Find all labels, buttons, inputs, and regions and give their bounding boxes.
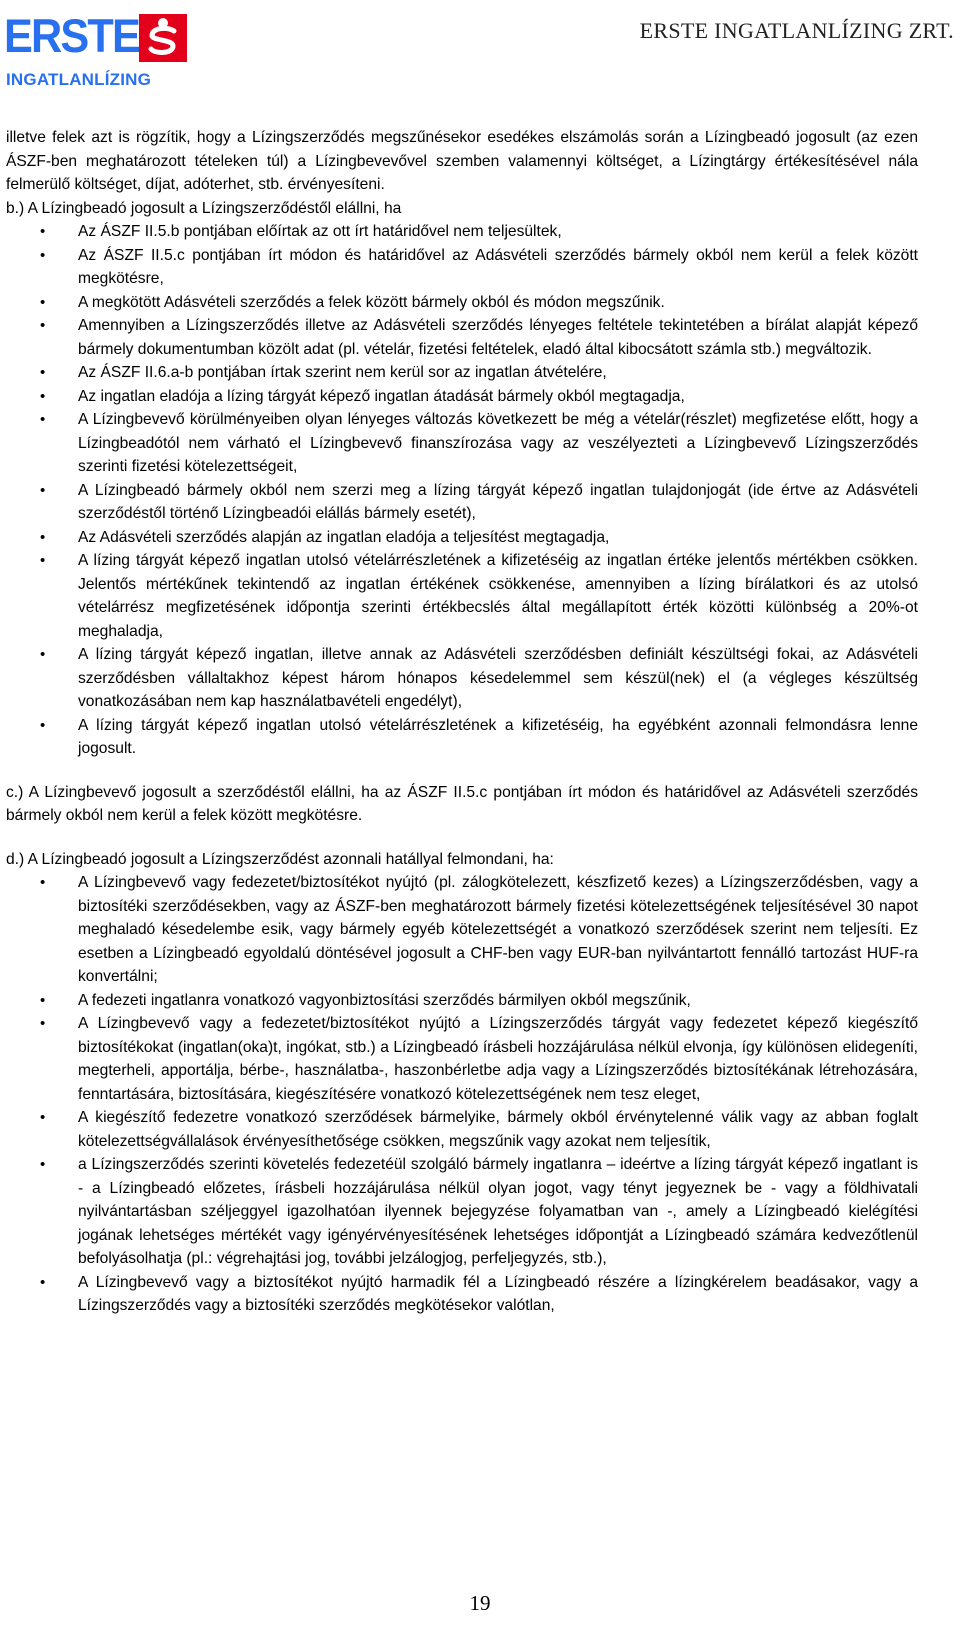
list-item: • Amennyiben a Lízingszerződés illetve az Adásvételi szerződés lényeges feltétele tekintetében a bírálat alapját képező bármely dokumentumban közölt adat (pl. vételár, fizetési feltételek, eladó által kibocsátott számla stb.) megváltozik. (6, 314, 918, 361)
list-item: • Az ÁSZF II.5.b pontjában előírtak az ott írt határidővel nem teljesültek, (6, 220, 918, 244)
section-d-heading: d.) A Lízingbeadó jogosult a Lízingszerződést azonnali hatállyal felmondani, ha: (6, 850, 554, 868)
page-header (0, 0, 960, 100)
list-item: • A lízing tárgyát képező ingatlan, illetve annak az Adásvételi szerződésben definiált készültségi fokai, az Adásvételi szerződésben vállaltakhoz képest három hónapos késedelemmel sem készül(nek) el (a végleges készültség vonatkozásában nem kap használatbavételi engedélyt), (6, 643, 918, 714)
list-item: • A Lízingbevevő vagy a biztosítékot nyújtó harmadik fél a Lízingbeadó részére a lízingkérelem beadásakor, vagy a Lízingszerződés vagy a biztosítéki szerződés megkötésekor valótlan, (6, 1271, 918, 1318)
list-item: • A Lízingbevevő vagy fedezetet/biztosítékot nyújtó (pl. zálogkötelezett, készfizető kezes) a Lízingszerződésben, vagy a biztosítéki szerződésekben, vagy az ÁSZF-ben meghatározott bármely fizetési kötelezettségének teljesítésével 30 napot meghaladó késedelembe esik, vagy bármely egyéb kötelezettségét a vonatkozó szerződések szerint nem teljesíti. Ez esetben a Lízingbeadó egyoldalú döntésével jogosult a CHF-ben vagy EUR-ban nyilvántartott fennálló tartozást HUF-ra konvertálni; (6, 871, 918, 989)
list-item: • Az ingatlan eladója a lízing tárgyát képező ingatlan átadását bármely okból megtagadja, (6, 385, 918, 409)
logo-subtitle: INGATLANLÍZING (6, 70, 152, 89)
bullet-icon: • (40, 1015, 46, 1032)
bullet-icon: • (40, 552, 46, 569)
bullet-icon: • (40, 364, 46, 381)
list-item: • a Lízingszerződés szerinti követelés fedezetéül szolgáló bármely ingatlanra – ideértve a lízing tárgyát képező ingatlant is - a Lízingbeadó előzetes, írásbeli hozzájárulása nélkül olyan jogot, vagy tényt jegyeznek be - vagy a földhivatali nyilvántartásban széljeggyel igazolhatóan ilyennek bejegyzése folyamatban van -, amely a Lízingbeadó kielégítési jogának lehetséges mértékét vagy igényérvényesítésének lehetséges időpontját a Lízingbeadó számára kedvezőtlenül befolyásolhatja (pl.: végrehajtási jog, további jelzálogjog, perfeljegyzés, stb.), (6, 1153, 918, 1271)
bullet-icon: • (40, 646, 46, 663)
bullet-icon: • (40, 246, 46, 264)
list-item: • A Lízingbevevő vagy a fedezetet/biztosítékot nyújtó a Lízingszerződés tárgyát vagy fedezetet képező kiegészítő biztosítékokat (ingatlan(oka)t, ingókat, stb.) a Lízingbeadó írásbeli hozzájárulása nélkül elvonja, így különösen elidegeníti, megterheli, apportálja, bérbe-, használatba-, haszonbérletbe adja vagy a Lízingszerződés biztosítékának létrehozására, fenntartására, biztosítására, kiegészítésére vonatkozó kötelezettségének nem tesz eleget, (6, 1012, 918, 1106)
section-b-heading: b.) A Lízingbeadó jogosult a Lízingszerződéstől elállni, ha (6, 199, 402, 217)
erste-s-logo-icon (139, 14, 187, 62)
page-number: 19 (469, 1591, 491, 1615)
list-item: • A Lízingbevevő körülményeiben olyan lényeges változás következett be még a vételár(részlet) megfizetése előtt, hogy a Lízingbeadótól nem várható el Lízingbevevő finanszírozása vagy az veszélyezteti a Lízingbevevő Lízingszerződés szerinti fizetési kötelezettségeit, (6, 408, 918, 479)
bullet-icon: • (40, 1273, 46, 1291)
logo-wordmark: ERSTE (4, 9, 139, 62)
spacer (6, 761, 918, 781)
bullet-icon: • (40, 411, 46, 428)
list-item: • Az Adásvételi szerződés alapján az ingatlan eladója a teljesítést megtagadja, (6, 526, 918, 550)
list-item: • A lízing tárgyát képező ingatlan utolsó vételárrészletének a kifizetéséig az ingatlan értéke jelentős mértékben csökken. Jelentős mértékűnek tekintendő az ingatlan értékének csökkenése, amennyiben a lízing bírálatkori és az utolsó vételárrész megfizetésének időpontja szerinti értékbecslés által megállapított érték közötti különbség a 20%-ot meghaladja, (6, 549, 918, 643)
list-item: • Az ÁSZF II.6.a-b pontjában írtak szerint nem kerül sor az ingatlan átvételére, (6, 361, 918, 385)
bullet-icon: • (40, 1156, 46, 1173)
bullet-icon: • (40, 716, 46, 734)
bullet-icon: • (40, 874, 46, 891)
section-b-list (6, 220, 918, 761)
intro-paragraph: illetve felek azt is rögzítik, hogy a Lízingszerződés megszűnésekor esedékes elszámolás során a Lízingbeadó jogosult (az ezen ÁSZF-ben meghatározott tételeken túl) a Lízingbevevővel szemben valamennyi költséget, a Lízingtárgy értékesítésével nála felmerülő költséget, díjat, adóterhet, stb. érvényesíteni. (6, 129, 918, 193)
company-name: ERSTE INGATLANLÍZING ZRT. (639, 18, 954, 43)
spacer (6, 828, 918, 848)
bullet-icon: • (40, 293, 46, 311)
bullet-icon: • (40, 481, 46, 499)
bullet-icon: • (40, 991, 46, 1009)
section-d-list (6, 871, 918, 1318)
list-item: • A Lízingbeadó bármely okból nem szerzi meg a lízing tárgyát képező ingatlan tulajdonjogát (ide értve az Adásvételi szerződéstől történő Lízingbeadói elállás bármely esetét), (6, 479, 918, 526)
document-body (6, 126, 918, 1318)
erste-logo (4, 8, 184, 88)
list-item: • A kiegészítő fedezetre vonatkozó szerződések bármelyike, bármely okból érvénytelenné válik vagy az abban foglalt kötelezettségvállalások érvényesíthetősége csökken, megszűnik vagy azokat nem teljesítik, (6, 1106, 918, 1153)
list-item: • A fedezeti ingatlanra vonatkozó vagyonbiztosítási szerződés bármilyen okból megszűnik, (6, 989, 918, 1013)
list-item: • Az ÁSZF II.5.c pontjában írt módon és határidővel az Adásvételi szerződés bármely okból nem kerül a felek között megkötésre, (6, 244, 918, 291)
bullet-icon: • (40, 1109, 46, 1126)
list-item: • A lízing tárgyát képező ingatlan utolsó vételárrészletének a kifizetéséig, ha egyébként azonnali felmondásra lenne jogosult. (6, 714, 918, 761)
list-item: • A megkötött Adásvételi szerződés a felek között bármely okból és módon megszűnik. (6, 291, 918, 315)
bullet-icon: • (40, 317, 46, 334)
bullet-icon: • (40, 528, 46, 546)
bullet-icon: • (40, 223, 46, 240)
bullet-icon: • (40, 387, 46, 405)
section-c-paragraph: c.) A Lízingbevevő jogosult a szerződéstől elállni, ha az ÁSZF II.5.c pontjában írt módon és határidővel az Adásvételi szerződés bármely okból nem kerül a felek között megkötésre. (6, 783, 918, 824)
